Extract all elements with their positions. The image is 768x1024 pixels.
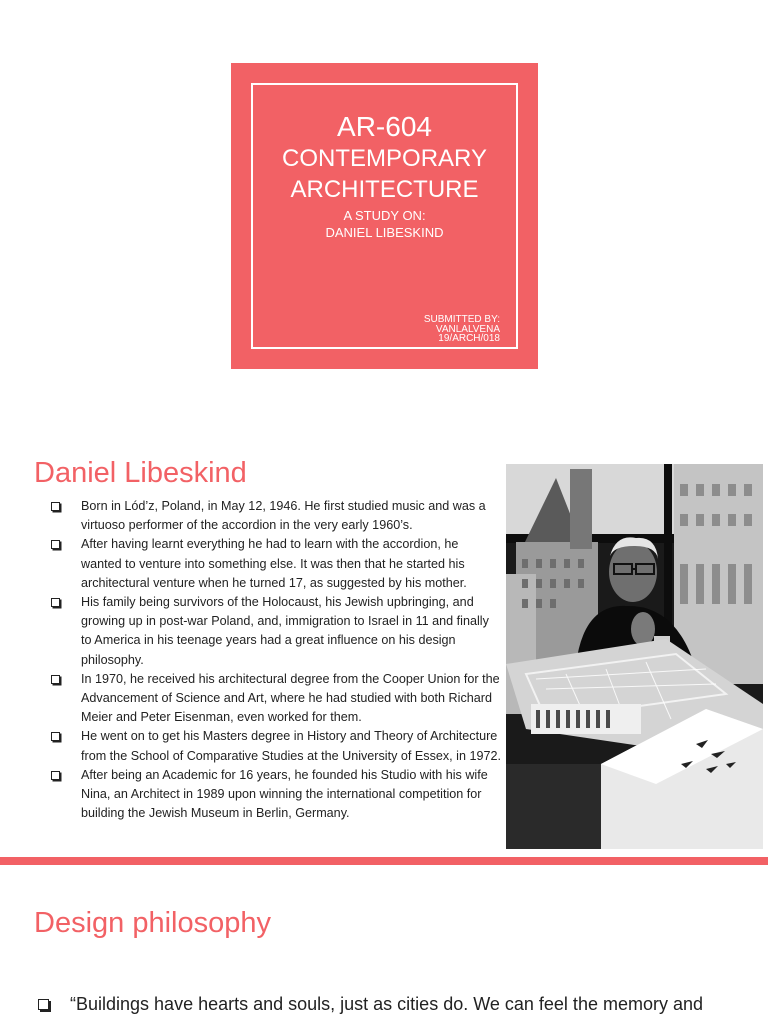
bio-bullet-text: After being an Academic for 16 years, he founded his Studio with his wife Nina, an Architect in 1989 upon winning the international competition for building the Jewish Museum in Berlin, Germany. (81, 767, 488, 821)
checkbox-bullet-icon (51, 771, 60, 780)
course-title-line-1: CONTEMPORARY (282, 145, 487, 172)
bio-bullet-item (49, 497, 501, 535)
philosophy-quote (36, 992, 756, 1016)
bio-bullet-item (49, 535, 501, 593)
bio-heading: Daniel Libeskind (34, 457, 247, 489)
bio-bullet-text: In 1970, he received his architectural degree from the Cooper Union for the Advancement of Science and Art, where he had studied with both Richard Meier and Peter Eisenman, even worked for them. (81, 671, 500, 725)
bio-bullet-list (49, 497, 501, 823)
bio-bullet-text: His family being survivors of the Holocaust, his Jewish upbringing, and growing up in post-war Poland, and, immigration to Israel in 11 and finally to America in his teenage years had a great influence on his design philosophy. (81, 595, 489, 667)
submitted-id: 19/ARCH/018 (438, 333, 500, 344)
philosophy-heading: Design philosophy (34, 907, 271, 939)
checkbox-bullet-icon (51, 598, 60, 607)
bio-bullet-text: He went on to get his Masters degree in History and Theory of Architecture from the School of Comparative Studies at the University of Essex, in 1972. (81, 729, 501, 763)
bio-bullet-item (49, 727, 501, 765)
section-divider (0, 857, 768, 865)
course-code: AR-604 (337, 111, 432, 142)
study-subtitle-line-1: A STUDY ON: (343, 208, 426, 223)
study-subtitle (253, 207, 516, 241)
study-subtitle-line-2: DANIEL LIBESKIND (325, 225, 444, 240)
bio-bullet-text: Born in Lód’z, Poland, in May 12, 1946. He first studied music and was a virtuoso performer of the accordion in the very early 1960’s. (81, 499, 486, 533)
submitted-name: VANLALVENA (435, 323, 500, 335)
submitted-by-block (424, 315, 500, 344)
course-title (253, 143, 516, 205)
portrait-photo-illustration (506, 464, 763, 849)
philosophy-quote-text: “Buildings have hearts and souls, just as cities do. We can feel the memory and (70, 994, 703, 1014)
checkbox-bullet-icon (38, 999, 49, 1010)
portrait-photo (506, 464, 763, 849)
checkbox-bullet-icon (51, 502, 60, 511)
bio-bullet-item (49, 670, 501, 728)
bio-bullet-text: After having learnt everything he had to learn with the accordion, he wanted to venture into something else. It was then that he started his architectural venture when he turned 17, as suggested by his mother. (81, 537, 467, 590)
cover-frame (251, 83, 518, 349)
cover-card (231, 63, 538, 369)
bio-bullet-item (49, 766, 501, 824)
submitted-label: SUBMITTED BY: (423, 314, 500, 325)
checkbox-bullet-icon (51, 732, 60, 741)
course-title-line-2: ARCHITECTURE (290, 176, 479, 203)
bio-bullet-item (49, 593, 501, 670)
checkbox-bullet-icon (51, 675, 60, 684)
checkbox-bullet-icon (51, 540, 60, 549)
